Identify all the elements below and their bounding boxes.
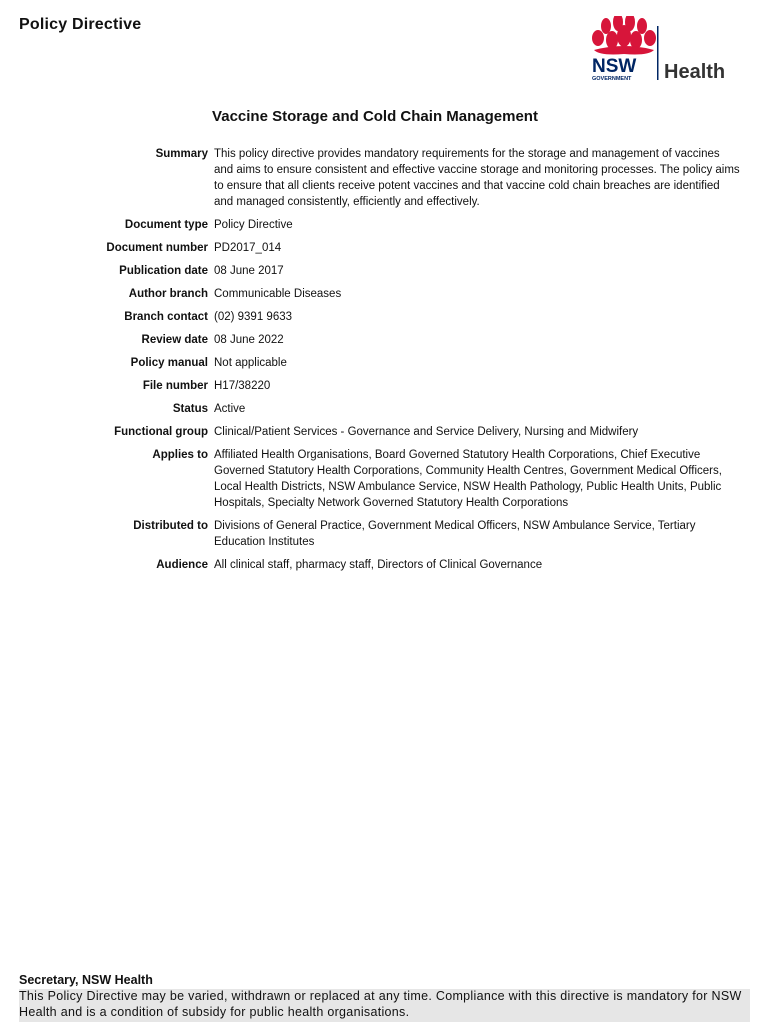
meta-value: PD2017_014 <box>214 242 282 254</box>
meta-row-author-branch <box>60 286 740 309</box>
meta-label: Policy manual <box>130 357 208 369</box>
meta-row-publication-date <box>60 263 740 286</box>
meta-value: This policy directive provides mandatory requirements for the storage and management of vaccines and aims to ensure consistent and effective vaccine storage and monitoring processes. The policy aims to ensure that all clients receive potent vaccines and that vaccine cold chain breaches are identified and managed consistently, efficiently and effectively. <box>214 148 740 208</box>
meta-row-policy-manual <box>60 355 740 378</box>
meta-value: Divisions of General Practice, Government Medical Officers, NSW Ambulance Service, Tertiary Education Institutes <box>214 520 696 548</box>
meta-row-distributed-to <box>60 518 740 557</box>
meta-label: Audience <box>156 559 208 571</box>
meta-row-document-type <box>60 217 740 240</box>
meta-value: 08 June 2022 <box>214 334 284 346</box>
nsw-health-logo <box>588 16 738 82</box>
meta-row-functional-group <box>60 424 740 447</box>
metadata-table <box>60 146 740 580</box>
meta-value: Active <box>214 403 246 415</box>
meta-value: Clinical/Patient Services - Governance and Service Delivery, Nursing and Midwifery <box>214 426 639 438</box>
meta-row-audience <box>60 557 740 580</box>
meta-row-branch-contact <box>60 309 740 332</box>
meta-label: Document type <box>124 219 208 231</box>
meta-value: All clinical staff, pharmacy staff, Directors of Clinical Governance <box>214 559 543 571</box>
meta-label: File number <box>142 380 208 392</box>
logo-divider <box>657 26 659 80</box>
meta-label: Distributed to <box>133 520 208 532</box>
document-type-heading: Policy Directive <box>19 16 142 33</box>
meta-label: Summary <box>155 148 208 160</box>
logo-health-text: Health <box>664 61 726 82</box>
meta-row-summary <box>60 146 740 217</box>
waratah-icon <box>592 16 656 55</box>
meta-row-file-number <box>60 378 740 401</box>
meta-label: Author branch <box>128 288 208 300</box>
footer-disclaimer: This Policy Directive may be varied, withdrawn or replaced at any time. Compliance with this directive is mandatory for NSW Health and is a condition of subsidy for public health organisations. <box>19 989 750 1022</box>
meta-label: Status <box>172 403 208 415</box>
meta-value: Affiliated Health Organisations, Board Governed Statutory Health Corporations, Chief Executive Governed Statutory Health Corporations, Community Health Centres, Government Medical Officers, Local Health Districts, NSW Ambulance Service, NSW Health Pathology, Public Health Units, Public Hospitals, Specialty Network Governed Statutory Health Corporations <box>214 449 722 509</box>
meta-row-document-number <box>60 240 740 263</box>
meta-value: H17/38220 <box>214 380 271 392</box>
meta-label: Branch contact <box>124 311 208 323</box>
meta-label: Publication date <box>119 265 208 277</box>
page-title: Vaccine Storage and Cold Chain Management <box>212 108 538 125</box>
meta-label: Functional group <box>114 426 208 438</box>
meta-value: 08 June 2017 <box>214 265 284 277</box>
meta-row-review-date <box>60 332 740 355</box>
meta-value: (02) 9391 9633 <box>214 311 293 323</box>
footer-signatory: Secretary, NSW Health <box>19 973 153 987</box>
meta-value: Communicable Diseases <box>214 288 342 300</box>
meta-value: Not applicable <box>214 357 287 369</box>
meta-label: Document number <box>106 242 208 254</box>
meta-label: Applies to <box>152 449 208 461</box>
logo-government-text: GOVERNMENT <box>592 76 632 82</box>
logo-nsw-text: NSW <box>592 56 637 77</box>
meta-row-applies-to <box>60 447 740 518</box>
meta-value: Policy Directive <box>214 219 293 231</box>
meta-row-status <box>60 401 740 424</box>
meta-label: Review date <box>141 334 208 346</box>
